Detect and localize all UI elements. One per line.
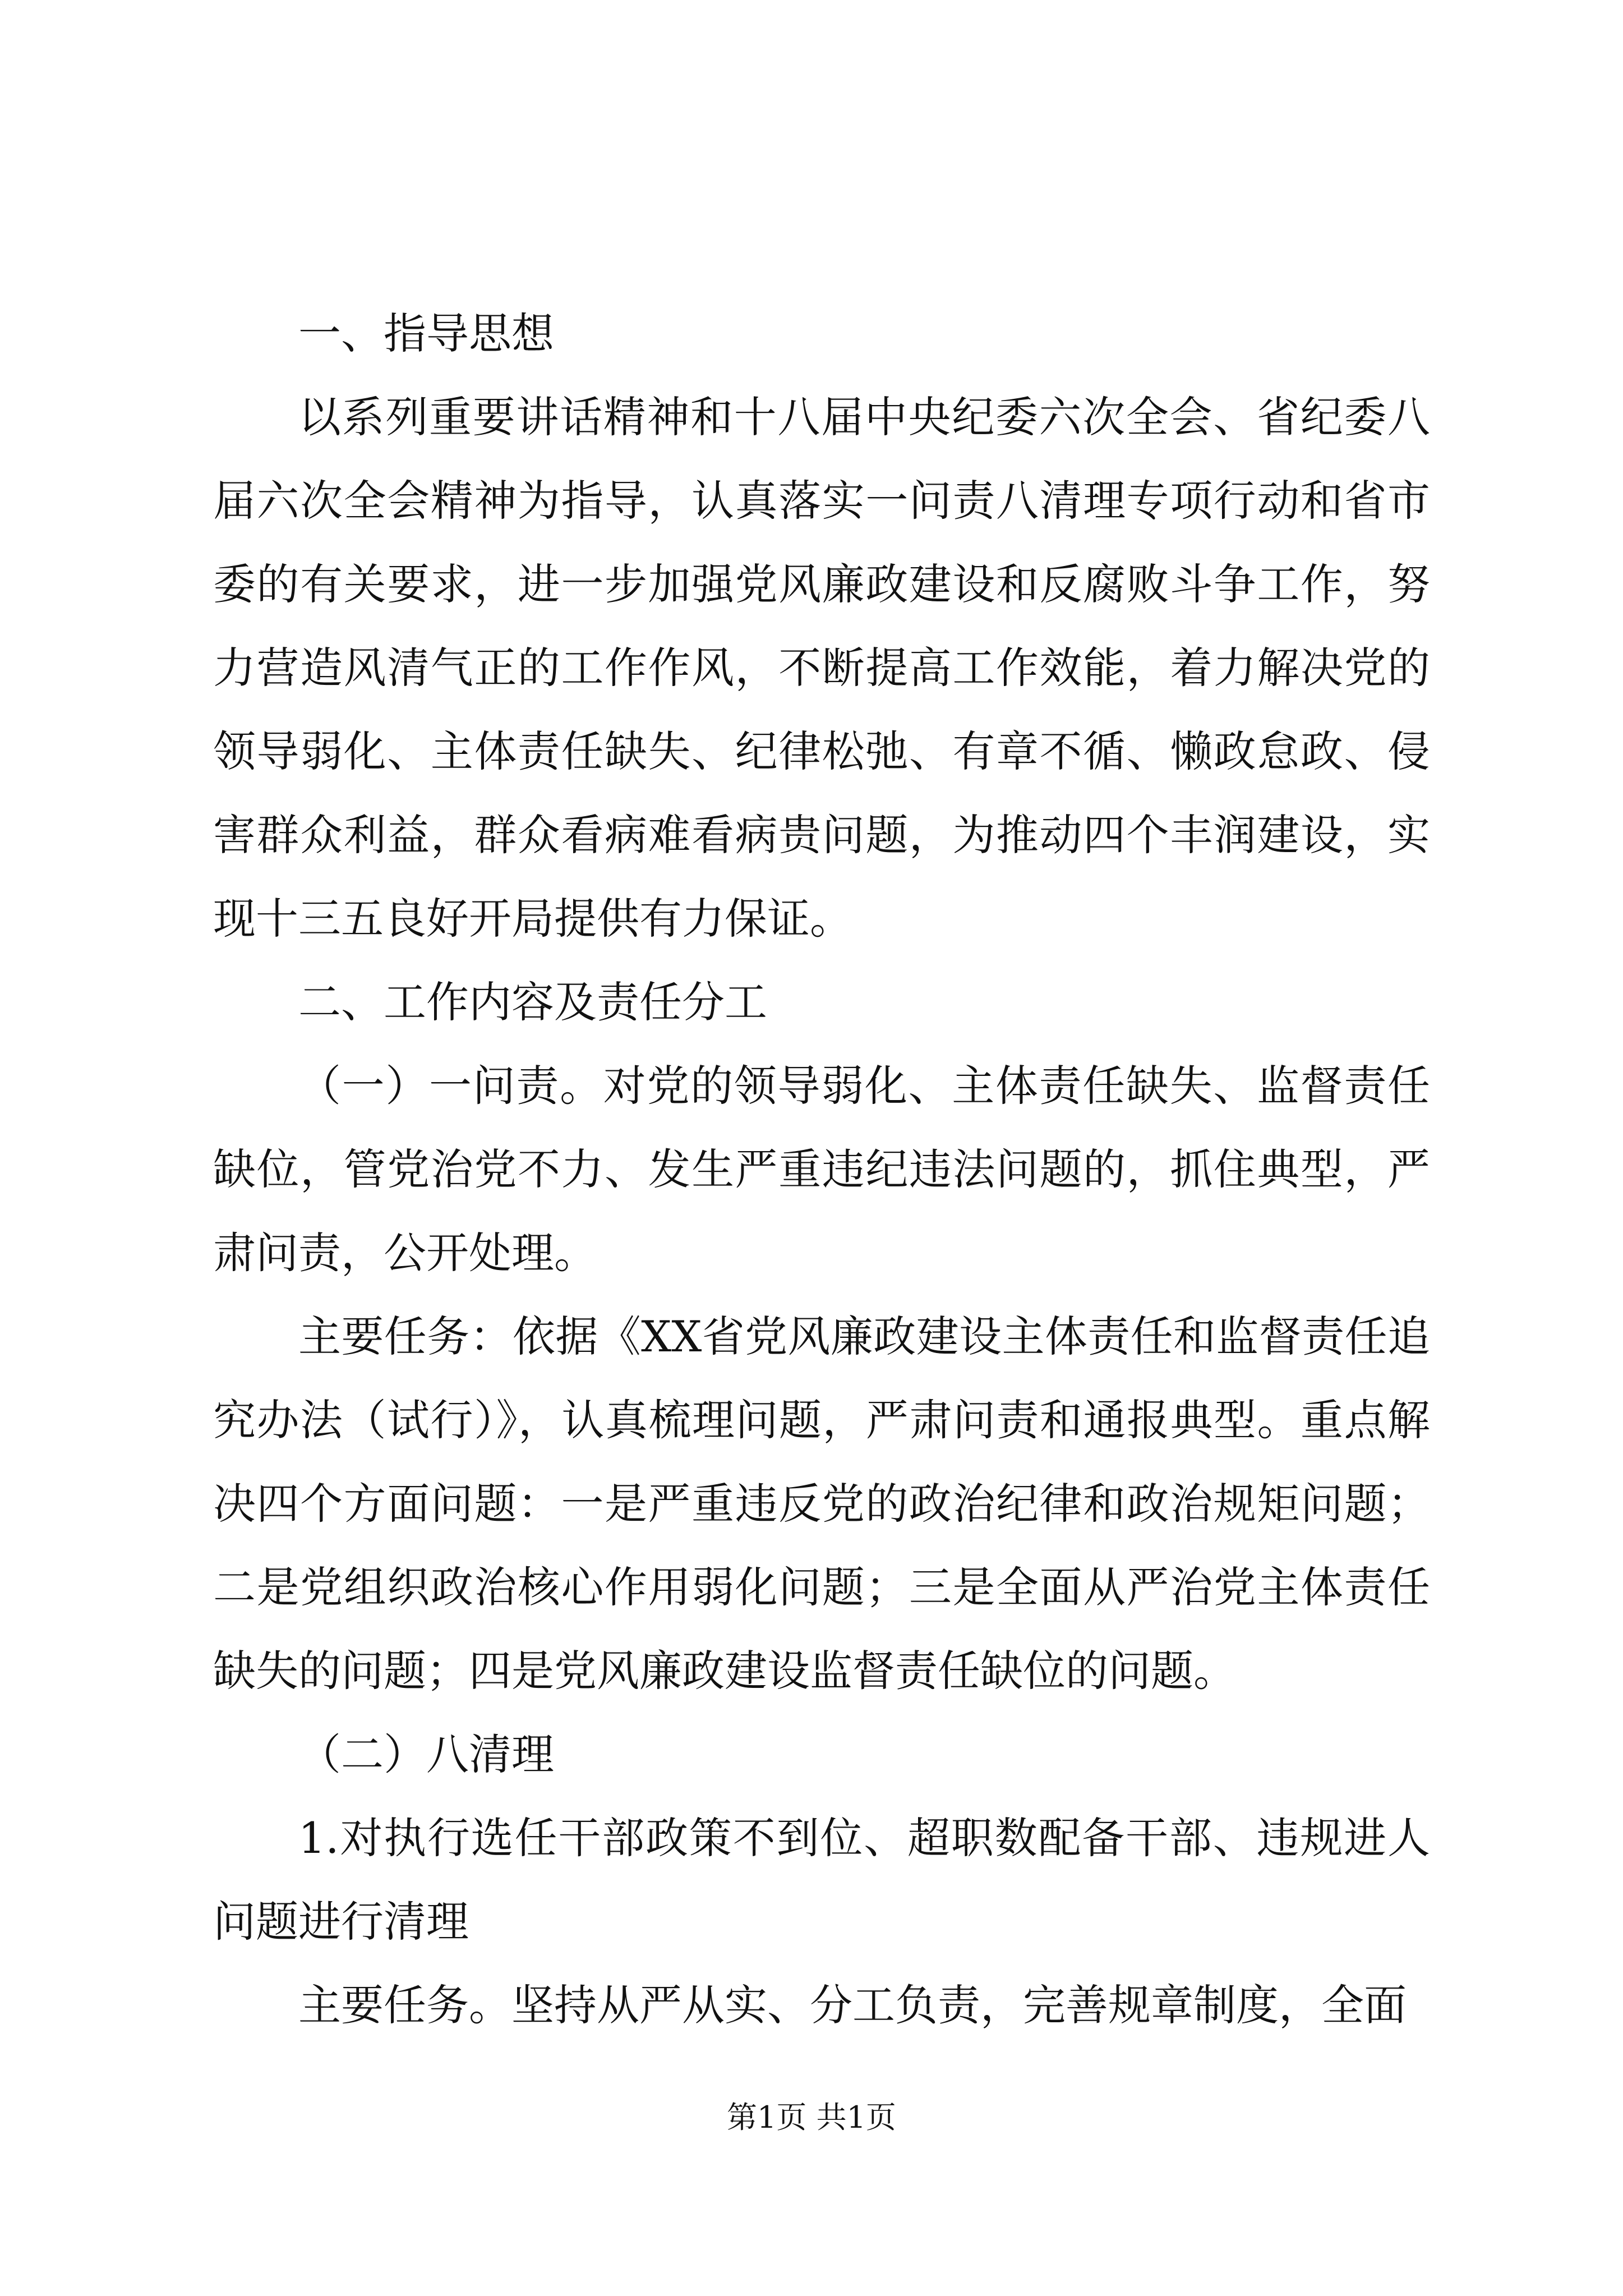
subheading-eight-cleanups: （二）八清理 (298, 1729, 554, 1779)
document-body (213, 292, 1430, 2047)
heading-work-content: 二、工作内容及责任分工 (298, 977, 767, 1027)
body-paragraph: 主要任务。坚持从严从实、分工负责，完善规章制度，全面 (298, 1980, 1407, 2030)
subheading-accountability: （一）一问责。对党的领导弱化、主体责任缺失、监督责任缺位，管党治党不力、发生严重违纪违法问题的，抓住典型，严肃问责，公开处理。 (213, 1061, 1430, 1278)
list-item: 1.对执行选任干部政策不到位、超职数配备干部、违规进人问题进行清理 (213, 1813, 1430, 1947)
heading-guiding-ideology: 一、指导思想 (298, 309, 554, 358)
body-paragraph: 主要任务：依据《XX省党风廉政建设主体责任和监督责任追究办法（试行）》，认真梳理问题，严肃问责和通报典型。重点解决四个方面问题：一是严重违反党的政治纪律和政治规矩问题；二是党组织政治核心作用弱化问题；三是全面从严治党主体责任缺失的问题；四是党风廉政建设监督责任缺位的问题。 (213, 1312, 1430, 1696)
page-number-footer: 第1页 共1页 (727, 2100, 896, 2135)
body-paragraph: 以系列重要讲话精神和十八届中央纪委六次全会、省纪委八届六次全会精神为指导，认真落实一问责八清理专项行动和省市委的有关要求，进一步加强党风廉政建设和反腐败斗争工作，努力营造风清气正的工作作风，不断提高工作效能，着力解决党的领导弱化、主体责任缺失、纪律松弛、有章不循、懒政怠政、侵害群众利益，群众看病难看病贵问题，为推动四个丰润建设，实现十三五良好开局提供有力保证。 (213, 392, 1430, 944)
